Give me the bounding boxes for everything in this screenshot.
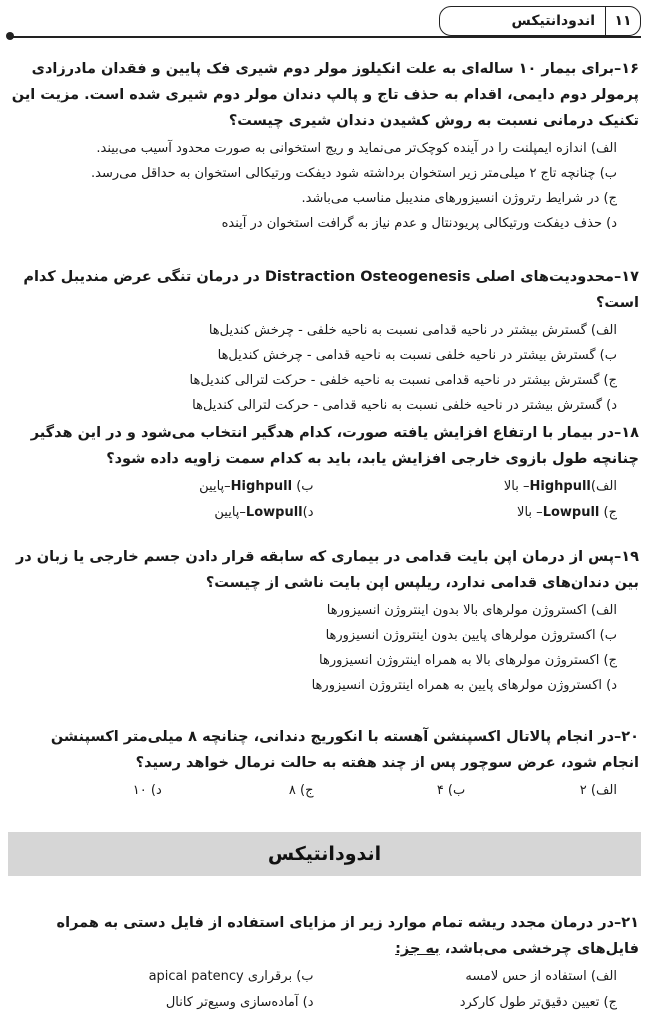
question-text-underlined: به جز: <box>395 941 440 957</box>
option-suffix: –پایین <box>199 479 231 494</box>
question-number: ۲۱– <box>614 915 639 931</box>
option-d: د) ۱۰ <box>132 783 162 798</box>
question-20 <box>10 724 639 804</box>
option-b: ب) گسترش بیشتر در ناحیه خلفی نسبت به ناحیه قدامی - چرخش کندیل‌ها <box>217 348 617 363</box>
question-number: ۲۰– <box>614 729 639 745</box>
section-heading-band <box>8 832 641 876</box>
option-b: ب) اکستروژن مولرهای پایین بدون اینتروژن انسیزورها <box>325 628 617 643</box>
options-list <box>10 598 639 698</box>
question-16 <box>10 56 639 236</box>
option-b <box>10 474 314 500</box>
option-d: د) آماده‌سازی وسیع‌تر کانال <box>165 995 314 1010</box>
option-english: Highpull <box>230 479 293 494</box>
option-english: Lowpull <box>245 505 303 520</box>
question-stem <box>10 420 639 472</box>
option-english: apical patency <box>148 969 244 984</box>
options-list <box>10 318 639 418</box>
option-d: د) اکستروژن مولرهای پایین به همراه اینتروژن انسیزورها <box>311 678 617 693</box>
option-c: ج) اکستروژن مولرهای بالا به همراه اینتروژن انسیزورها <box>319 653 617 668</box>
header-rule-dot <box>6 32 14 40</box>
option-a: الف) استفاده از حس لامسه <box>465 969 617 984</box>
question-stem <box>10 56 639 134</box>
option-c: ج) تعیین دقیق‌تر طول کارکرد <box>459 995 617 1010</box>
option-label: الف) <box>590 479 617 494</box>
option-a: الف) اکستروژن مولرهای بالا بدون اینتروژن انسیزورها <box>326 603 617 618</box>
question-text-english: Distraction Osteogenesis <box>264 269 471 285</box>
option-suffix: – بالا <box>503 479 530 494</box>
question-stem <box>10 724 639 776</box>
option-a <box>314 474 618 500</box>
option-d: د) حذف دیفکت ورتیکالی پریودنتال و عدم نیاز به گرافت استخوان در آینده <box>221 216 617 231</box>
question-number: ۱۶– <box>614 61 639 77</box>
option-b <box>10 964 314 990</box>
question-number: ۱۷– <box>614 269 639 285</box>
chapter-title: اندودانتیکس <box>511 13 595 29</box>
option-d <box>10 500 314 526</box>
options-row <box>10 778 617 804</box>
option-c: ج) گسترش بیشتر در ناحیه قدامی نسبت به ناحیه خلفی - حرکت لترالی کندیل‌ها <box>189 373 617 388</box>
option-suffix: –پایین <box>214 505 246 520</box>
question-text-after: در درمان تنگی عرض مندیبل کدام است؟ <box>23 269 639 311</box>
question-text: در انجام پالاتال اکسپنشن آهسته با انکوریج دندانی، چنانچه ۸ میلی‌متر اکسپنشن انجام شود، عرض سوچور پس از چند هفته به حالت نرمال خواهد رسید؟ <box>50 729 639 771</box>
question-text: در درمان مجدد ریشه تمام موارد زیر از مزایای استفاده از فایل دستی به همراه فایل‌های چرخشی می‌باشد، <box>56 915 639 957</box>
header-tab <box>439 6 641 36</box>
page-number: ۱۱ <box>605 7 640 35</box>
option-c <box>314 500 618 526</box>
option-label: ب) <box>296 479 314 494</box>
option-label: ج) <box>603 505 617 520</box>
question-19 <box>10 544 639 698</box>
question-text: پس از درمان اپن بایت قدامی در بیماری که سابقه قرار دادن جسم خارجی یا زبان در بین دندان‌های قدامی ندارد، ریلپس اپن بایت ناشی از چیست؟ <box>15 549 639 591</box>
question-text: برای بیمار ۱۰ ساله‌ای به علت انکیلوز مولر دوم شیری فک پایین و فقدان مادرزادی پرمولر دوم دایمی، اقدام به حذف تاج و پالپ دندان مولر دوم شیری شده است. مزیت این تکنیک درمانی نسبت به روش کشیدن دندان شیری چیست؟ <box>11 61 639 129</box>
page-header <box>8 6 641 36</box>
option-c: ج) در شرایط رتروژن انسیزورهای مندیبل مناسب می‌باشد. <box>301 191 617 206</box>
option-label: د) <box>302 505 314 520</box>
question-number: ۱۹– <box>614 549 639 565</box>
option-d: د) گسترش بیشتر در ناحیه خلفی نسبت به ناحیه قدامی - حرکت لترالی کندیل‌ها <box>192 398 617 413</box>
option-b: ب) چنانچه تاج ۲ میلی‌متر زیر استخوان برداشته شود دیفکت ورتیکالی استخوان به حداقل می‌رسد. <box>91 166 617 181</box>
question-21 <box>10 910 639 1016</box>
option-a: الف) اندازه ایمپلنت را در آینده کوچک‌تر می‌نماید و ریج استخوانی به صورت محدود آسیب می‌بیند. <box>96 141 617 156</box>
question-number: ۱۸– <box>614 425 639 441</box>
question-18 <box>10 420 639 526</box>
option-b: ب) ۴ <box>436 783 466 798</box>
question-stem <box>10 544 639 596</box>
option-label: ب) برقراری <box>247 969 314 984</box>
question-text-before: محدودیت‌های اصلی <box>475 269 615 285</box>
question-stem <box>10 910 639 962</box>
question-stem <box>10 264 639 316</box>
option-a: الف) ۲ <box>579 783 617 798</box>
option-c: ج) ۸ <box>288 783 314 798</box>
option-suffix: – بالا <box>517 505 543 520</box>
options-grid <box>10 474 617 526</box>
options-grid <box>10 964 617 1016</box>
option-english: Lowpull <box>542 505 600 520</box>
header-rule <box>8 36 641 38</box>
option-english: Highpull <box>529 479 591 494</box>
question-17 <box>10 264 639 418</box>
section-title: اندودانتیکس <box>267 843 382 865</box>
option-a: الف) گسترش بیشتر در ناحیه قدامی نسبت به ناحیه خلفی - چرخش کندیل‌ها <box>208 323 617 338</box>
options-list <box>10 136 639 236</box>
question-text: در بیمار با ارتفاع افزایش یافته صورت، کدام هدگیر انتخاب می‌شود و در این هدگیر چنانچه طول بازوی خارجی افزایش یابد، باید به کدام سمت زاویه داده شود؟ <box>30 425 639 467</box>
